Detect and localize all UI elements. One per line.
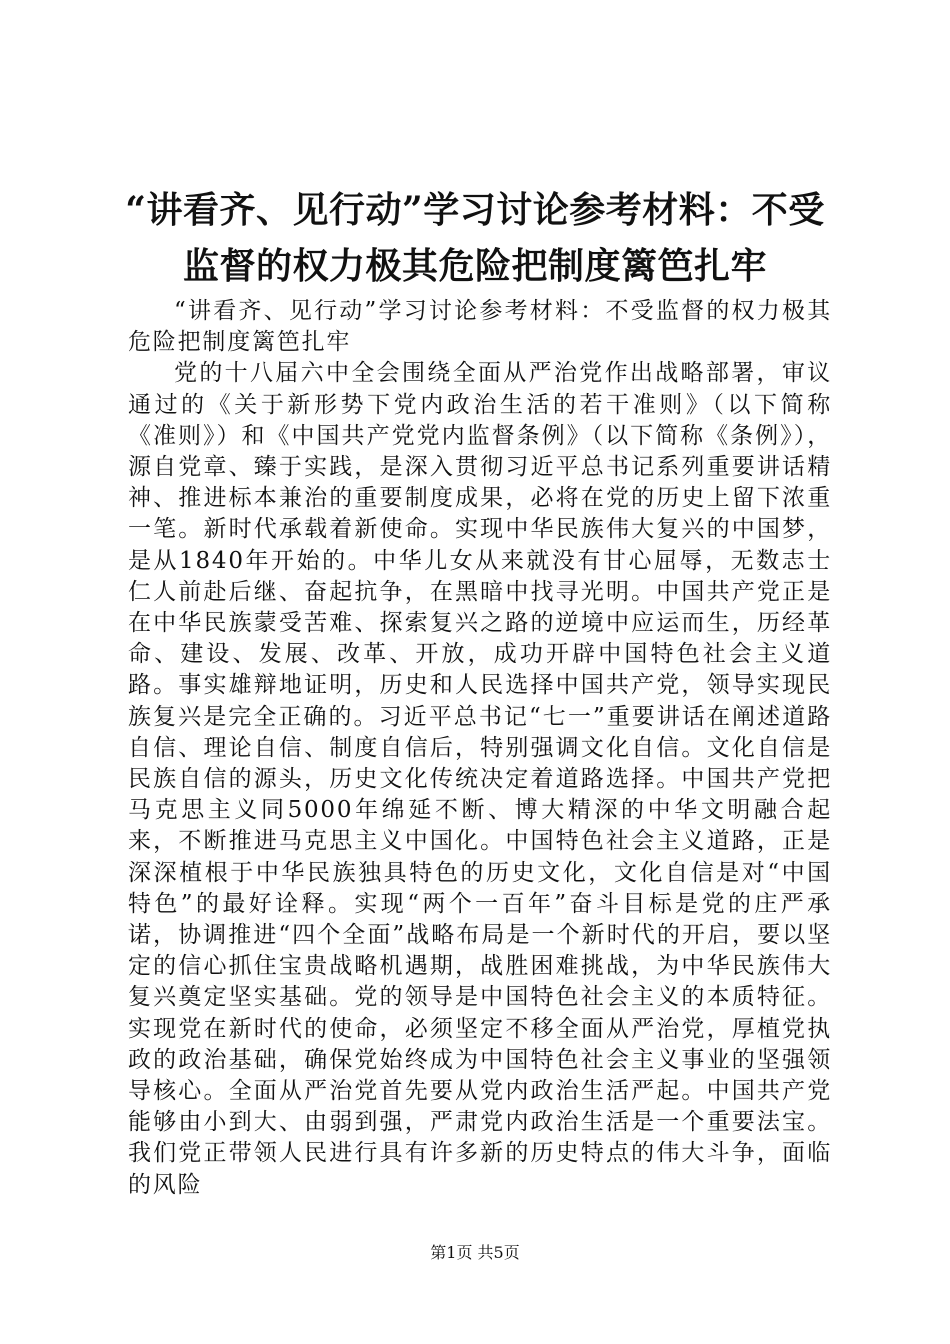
paragraph-main: 党的十八届六中全会围绕全面从严治党作出战略部署，审议通过的《关于新形势下党内政治生活的若干准则》（以下简称《准则》）和《中国共产党党内监督条例》（以下简称《条例》），源自党章、臻于实践，是深入贯彻习近平总书记系列重要讲话精神、推进标本兼治的重要制度成果，必将在党的历史上留下浓重一笔。新时代承载着新使命。实现中华民族伟大复兴的中国梦，是从1840年开始的。中华儿女从来就没有甘心屈辱，无数志士仁人前赴后继、奋起抗争，在黑暗中找寻光明。中国共产党正是在中华民族蒙受苦难、探索复兴之路的逆境中应运而生，历经革命、建设、发展、改革、开放，成功开辟中国特色社会主义道路。事实雄辩地证明，历史和人民选择中国共产党，领导实现民族复兴是完全正确的。习近平总书记“七一”重要讲话在阐述道路自信、理论自信、制度自信后，特别强调文化自信。文化自信是民族自信的源头，历史文化传统决定着道路选择。中国共产党把马克思主义同5000年绵延不断、博大精深的中华文明融合起来，不断推进马克思主义中国化。中国特色社会主义道路，正是深深植根于中华民族独具特色的历史文化，文化自信是对“中国特色”的最好诠释。实现“两个一百年”奋斗目标是党的庄严承诺，协调推进“四个全面”战略布局是一个新时代的开启，要以坚定的信心抓住宝贵战略机遇期，战胜困难挑战，为中华民族伟大复兴奠定坚实基础。党的领导是中国特色社会主义的本质特征。实现党在新时代的使命，必须坚定不移全面从严治党，厚植党执政的政治基础，确保党始终成为中国特色社会主义事业的坚强领导核心。全面从严治党首先要从党内政治生活严起。中国共产党能够由小到大、由弱到强，严肃党内政治生活是一个重要法宝。我们党正带领人民进行具有许多新的历史特点的伟大斗争，面临的风险 <box>128 360 832 1198</box>
page-number-footer: 第1页 共5页 <box>430 1243 520 1262</box>
paragraph-heading-repeat: “讲看齐、见行动”学习讨论参考材料：不受监督的权力极其危险把制度篱笆扎牢 <box>128 298 832 356</box>
document-body <box>128 296 832 1201</box>
document-title: “讲看齐、见行动”学习讨论参考材料：不受监督的权力极其危险把制度篱笆扎牢 <box>125 189 825 287</box>
